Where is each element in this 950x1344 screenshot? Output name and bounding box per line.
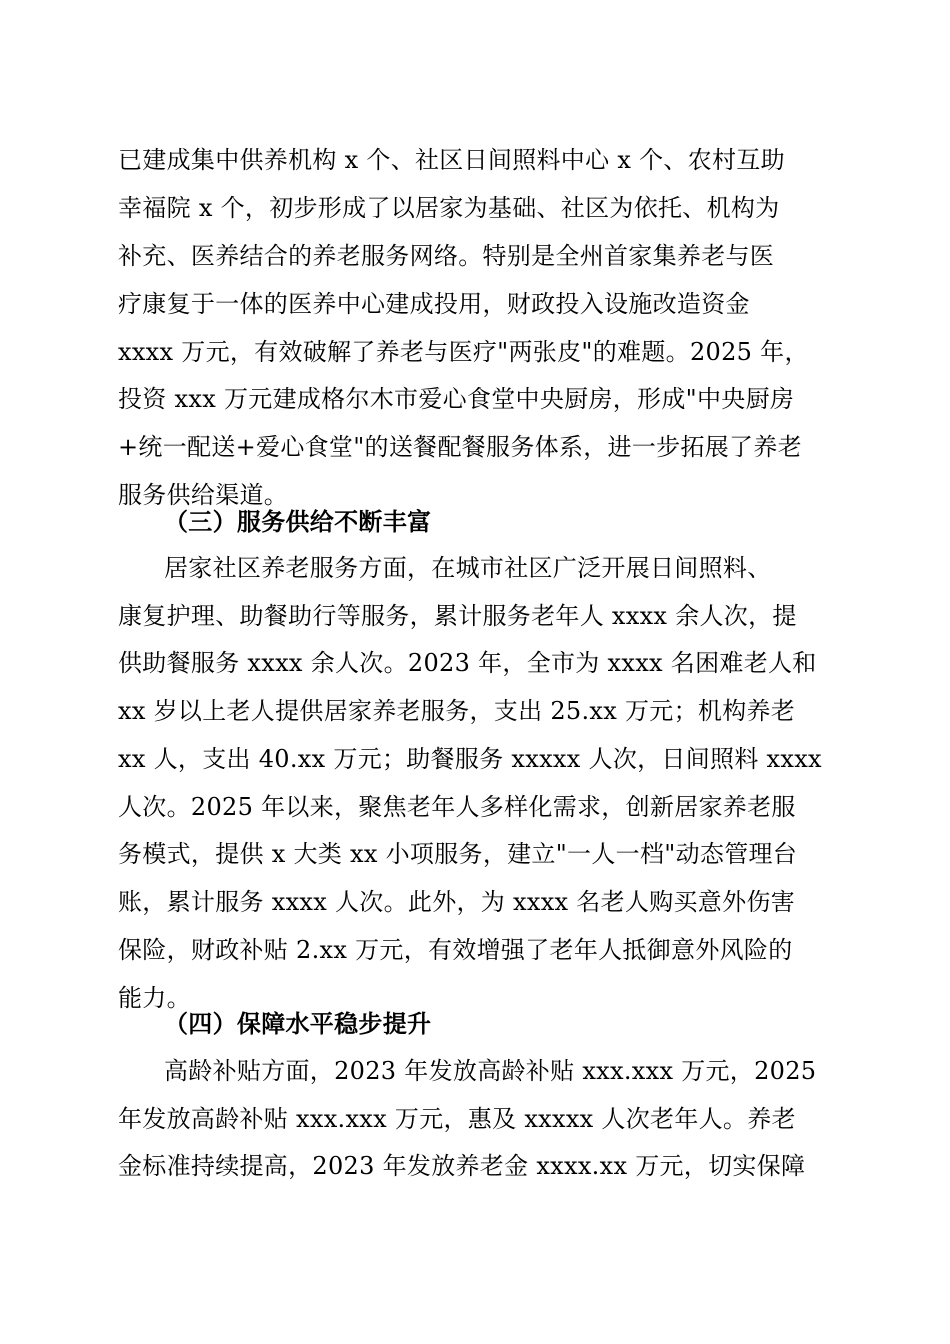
text-line: 已建成集中供养机构 x 个、社区日间照料中心 x 个、农村互助 <box>118 146 785 174</box>
text-line: 疗康复于一体的医养中心建成投用，财政投入设施改造资金 <box>118 290 750 318</box>
text-line: xxxx 万元，有效破解了养老与医疗"两张皮"的难题。2025 年， <box>118 338 809 366</box>
text-line: 康复护理、助餐助行等服务，累计服务老年人 xxxx 余人次，提 <box>118 602 797 630</box>
text-line: 保险，财政补贴 2.xx 万元，有效增强了老年人抵御意外风险的 <box>118 936 793 964</box>
text-line: 能力。 <box>118 984 191 1012</box>
text-line: 居家社区养老服务方面，在城市社区广泛开展日间照料、 <box>164 554 772 582</box>
text-line: 高龄补贴方面，2023 年发放高龄补贴 xxx.xxx 万元，2025 <box>164 1057 817 1085</box>
text-line: 务模式，提供 x 大类 xx 小项服务，建立"一人一档"动态管理台 <box>118 840 798 868</box>
text-line: 人次。2025 年以来，聚焦老年人多样化需求，创新居家养老服 <box>118 793 796 821</box>
text-line: xx 岁以上老人提供居家养老服务，支出 25.xx 万元；机构养老 <box>118 697 796 725</box>
section-heading-4: （四）保障水平稳步提升 <box>164 1010 432 1038</box>
text-line: xx 人，支出 40.xx 万元；助餐服务 xxxxx 人次，日间照料 xxxx <box>118 745 822 773</box>
text-line: 幸福院 x 个，初步形成了以居家为基础、社区为依托、机构为 <box>118 194 780 222</box>
text-line: 服务供给渠道。 <box>118 481 289 509</box>
text-line: +统一配送+爱心食堂"的送餐配餐服务体系，进一步拓展了养老 <box>118 433 802 461</box>
text-line: 补充、医养结合的养老服务网络。特别是全州首家集养老与医 <box>118 242 775 270</box>
text-line: 投资 xxx 万元建成格尔木市爱心食堂中央厨房，形成"中央厨房 <box>118 385 795 413</box>
text-line: 账，累计服务 xxxx 人次。此外，为 xxxx 名老人购买意外伤害 <box>118 888 795 916</box>
text-line: 供助餐服务 xxxx 余人次。2023 年，全市为 xxxx 名困难老人和 <box>118 649 817 677</box>
section-heading-3: （三）服务供给不断丰富 <box>164 508 432 536</box>
text-line: 金标准持续提高，2023 年发放养老金 xxxx.xx 万元，切实保障 <box>118 1152 806 1180</box>
text-line: 年发放高龄补贴 xxx.xxx 万元，惠及 xxxxx 人次老年人。养老 <box>118 1105 796 1133</box>
